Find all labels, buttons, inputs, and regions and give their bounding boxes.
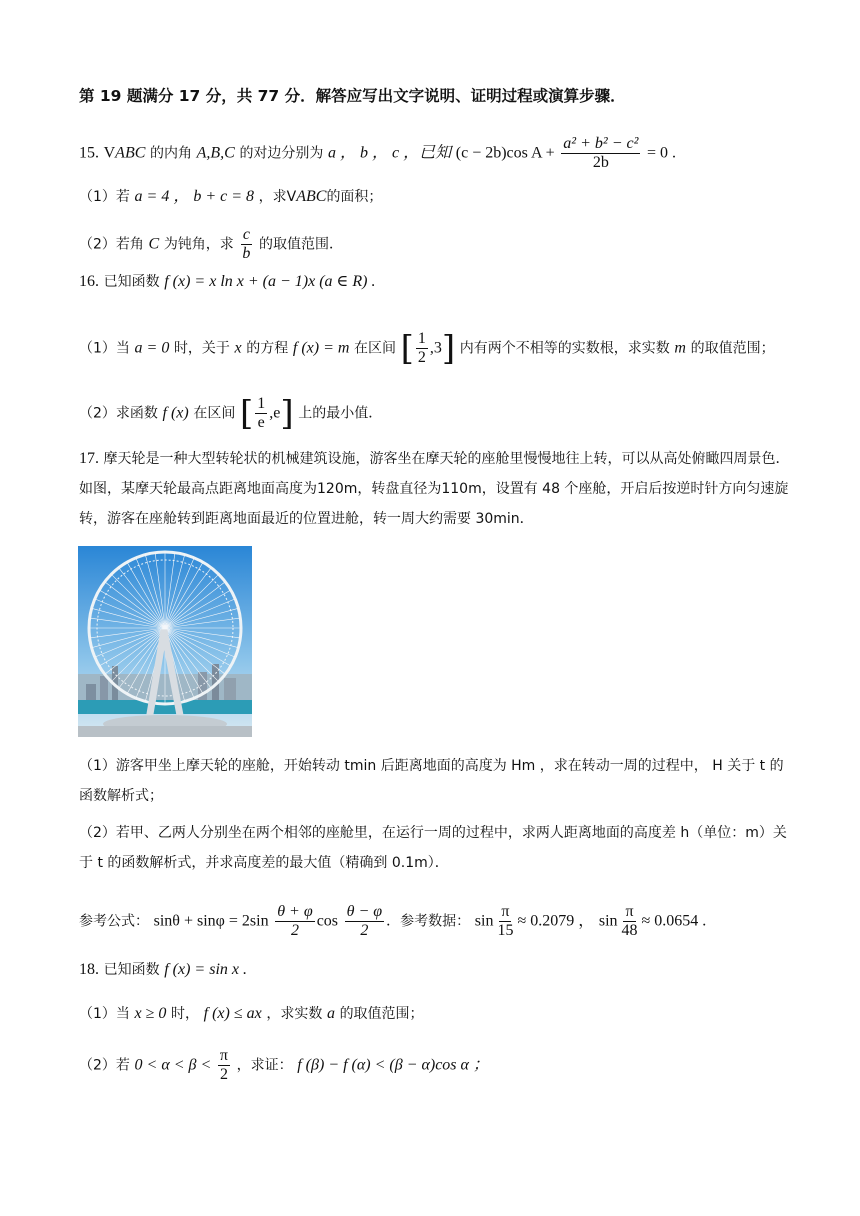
q15-triangle-symbol: V [103,144,116,162]
q16-part1-text-4: 内有两个不相等的实数根，求实数 [459,340,670,357]
q15-part1-triangle: ABC [296,188,327,205]
q17-part1: （1）游客甲坐上摩天轮的座舱，开始转动 tmin 后距离地面的高度为 Hm ，求在转动一周的过程中， H 关于 t 的函数解析式； [79,758,784,804]
q16-part2-text: 在区间 [193,405,236,422]
q17-ref-label: 参考公式： [79,913,149,930]
q15-angles: A,B,C [196,144,235,162]
q18-function: f (x) = sin x . [164,961,247,978]
q18-part2-text: ，求证： [236,1057,293,1074]
q18-part1-inequality: f (x) ≤ ax [203,1005,262,1022]
q16-part1-x: x [234,339,242,357]
left-bracket: [ [400,328,414,369]
q16-part2-label: （2）求函数 [79,405,158,422]
q15-part2-text: 为钝角，求 [163,236,234,253]
q15-part2-numerator: c [242,226,250,243]
q17-stem [79,444,790,534]
q17-part2: （2）若甲、乙两人分别坐在两个相邻的座舱里，在运行一周的过程中，求两人距离地面的高度差 h（单位：m）关于 t 的函数解析式，并求高度差的最大值（精确到 0.1m）． [79,825,787,871]
q16-part1-text-2: 的方程 [246,340,289,357]
q16-part1-numerator: 1 [417,330,426,347]
q18-part2-denominator: 2 [219,1066,228,1083]
q16-part2-function: f (x) [162,404,189,422]
q15-expression-end: = 0 . [647,144,677,162]
q15-part1-label: （1）若 [79,189,130,205]
q18-number: 18. [79,961,99,978]
q18-text: 已知函数 [103,962,160,978]
q17-ref-pi1: π [501,903,510,920]
q16-number: 16. [79,273,99,290]
q17-ref-pi2: π [625,903,634,920]
q16-part1-end: 的取值范围； [690,340,775,357]
q15-triangle-name: ABC [115,144,146,162]
q16-part1 [79,330,790,367]
q15-fraction-numerator: a² + b² − c² [563,135,639,152]
q17-ref-num2: θ − φ [346,903,383,920]
q18-part2-label: （2）若 [79,1057,130,1074]
q16-part2 [79,395,790,432]
q17-number: 17. [79,450,99,467]
q15-part2-label: （2）若角 [79,236,144,253]
q15-part1-tail: 的面积； [326,189,383,205]
q15-text: 的内角 [150,145,192,162]
q17-ref-val1: ≈ 0.2079 ， [517,912,595,930]
q15-part1-text: ，求V [258,189,297,205]
q18-part1-text: 时， [171,1006,200,1022]
q17-reference [79,903,790,940]
q15-part2-angle: C [148,235,160,253]
q18-part1-label: （1）当 [79,1006,130,1022]
q18-part1-end: 的取值范围； [339,1006,424,1022]
q16-part2-fraction [255,395,267,432]
q18-part2 [79,1047,790,1084]
q15-number: 15. [79,144,99,162]
q18-part1-a: a [326,1005,335,1022]
q15-part1 [79,187,790,207]
q16-function: f (x) = x ln x + (a − 1)x (a ∈ R) . [164,273,376,290]
q17-ref-sin1: sin [474,912,494,930]
q16-part1-interval-end: ,3 [429,339,442,357]
q15-fraction-denominator: 2b [592,154,609,171]
q16-part1-denominator: 2 [417,349,426,366]
q18-part2-inequality: f (β) − f (α) < (β − α)cos α ； [297,1056,489,1074]
q17-ref-data-label: ．参考数据： [386,913,471,930]
q18-part2-cond: 0 < α < β < [134,1056,212,1074]
q16-part2-numerator: 1 [257,395,266,412]
q16-part1-text-3: 在区间 [354,340,397,357]
q15-sides: a ， b ， c ，已知 [328,144,452,162]
q16-text: 已知函数 [103,274,160,290]
q17-ref-formula: sinθ + sinφ = 2sin [153,912,269,930]
ferris-wheel-photo [78,546,252,737]
q15-expression: (c − 2b)cos A + [455,144,555,162]
q17-ref-sin2: sin [598,912,618,930]
q17-ref-den4: 48 [621,922,638,939]
right-bracket: ] [441,328,456,369]
q18-part1-cond: x ≥ 0 [134,1005,167,1022]
q16-part1-equation: f (x) = m [292,339,350,357]
q15-part2 [79,226,790,263]
q15-part2-end: 的取值范围． [259,236,344,253]
q17-ref-val2: ≈ 0.0654 . [641,912,707,930]
q18-part1-text-2: ，求实数 [266,1006,323,1022]
left-bracket: [ [239,393,254,434]
ferris-wheel-image [78,546,252,737]
right-bracket: ] [280,393,294,434]
q16-part1-label: （1）当 [79,340,130,357]
q15-fraction [561,135,640,172]
q17-ref-fraction-3 [495,903,515,940]
q16-part1-fraction [416,330,428,367]
q15-part2-denominator: b [242,245,251,262]
q17-ref-den3: 15 [497,922,514,939]
q16-part1-m: m [674,339,686,357]
q17-ref-cos: cos [316,912,339,930]
q18-stem [79,960,790,980]
q17-ref-den2: 2 [360,922,369,939]
q18-part2-fraction [218,1047,230,1084]
q15-stem [79,135,790,172]
q15-part2-fraction [240,226,252,263]
q17-text: 摩天轮是一种大型转轮状的机械建筑设施，游客坐在摩天轮的座舱里慢慢地往上转，可以从高处俯瞰四周景色．如图，某摩天轮最高点距离地面高度为120m，转盘直径为110m，设置有 48 个座舱，开启后按逆时针方向匀速旋转，游客在座舱转到距离地面最近的位置进舱，转一周大约需要 30min． [79,451,790,527]
q16-part1-cond: a = 0 [134,339,170,357]
q16-part2-interval-end: ,e [269,404,281,422]
q17-ref-fraction-2 [345,903,385,940]
q18-part2-numerator: π [219,1047,228,1064]
q18-part1 [79,1004,790,1024]
q17-ref-fraction-4 [620,903,640,940]
q17-ref-fraction-1 [275,903,315,940]
section-heading: 第 19 题满分 17 分，共 77 分．解答应写出文字说明、证明过程或演算步骤． [79,87,626,105]
q16-part1-text: 时，关于 [173,340,230,357]
q16-part2-end: 上的最小值． [298,405,383,422]
q16-part2-denominator: e [257,414,265,431]
q15-part1-math: a = 4 ， b + c = 8 [134,188,255,205]
q15-text-2: 的对边分别为 [239,145,324,162]
q17-ref-den1: 2 [290,922,299,939]
q17-ref-num1: θ + φ [277,903,313,920]
q16-stem [79,272,790,292]
